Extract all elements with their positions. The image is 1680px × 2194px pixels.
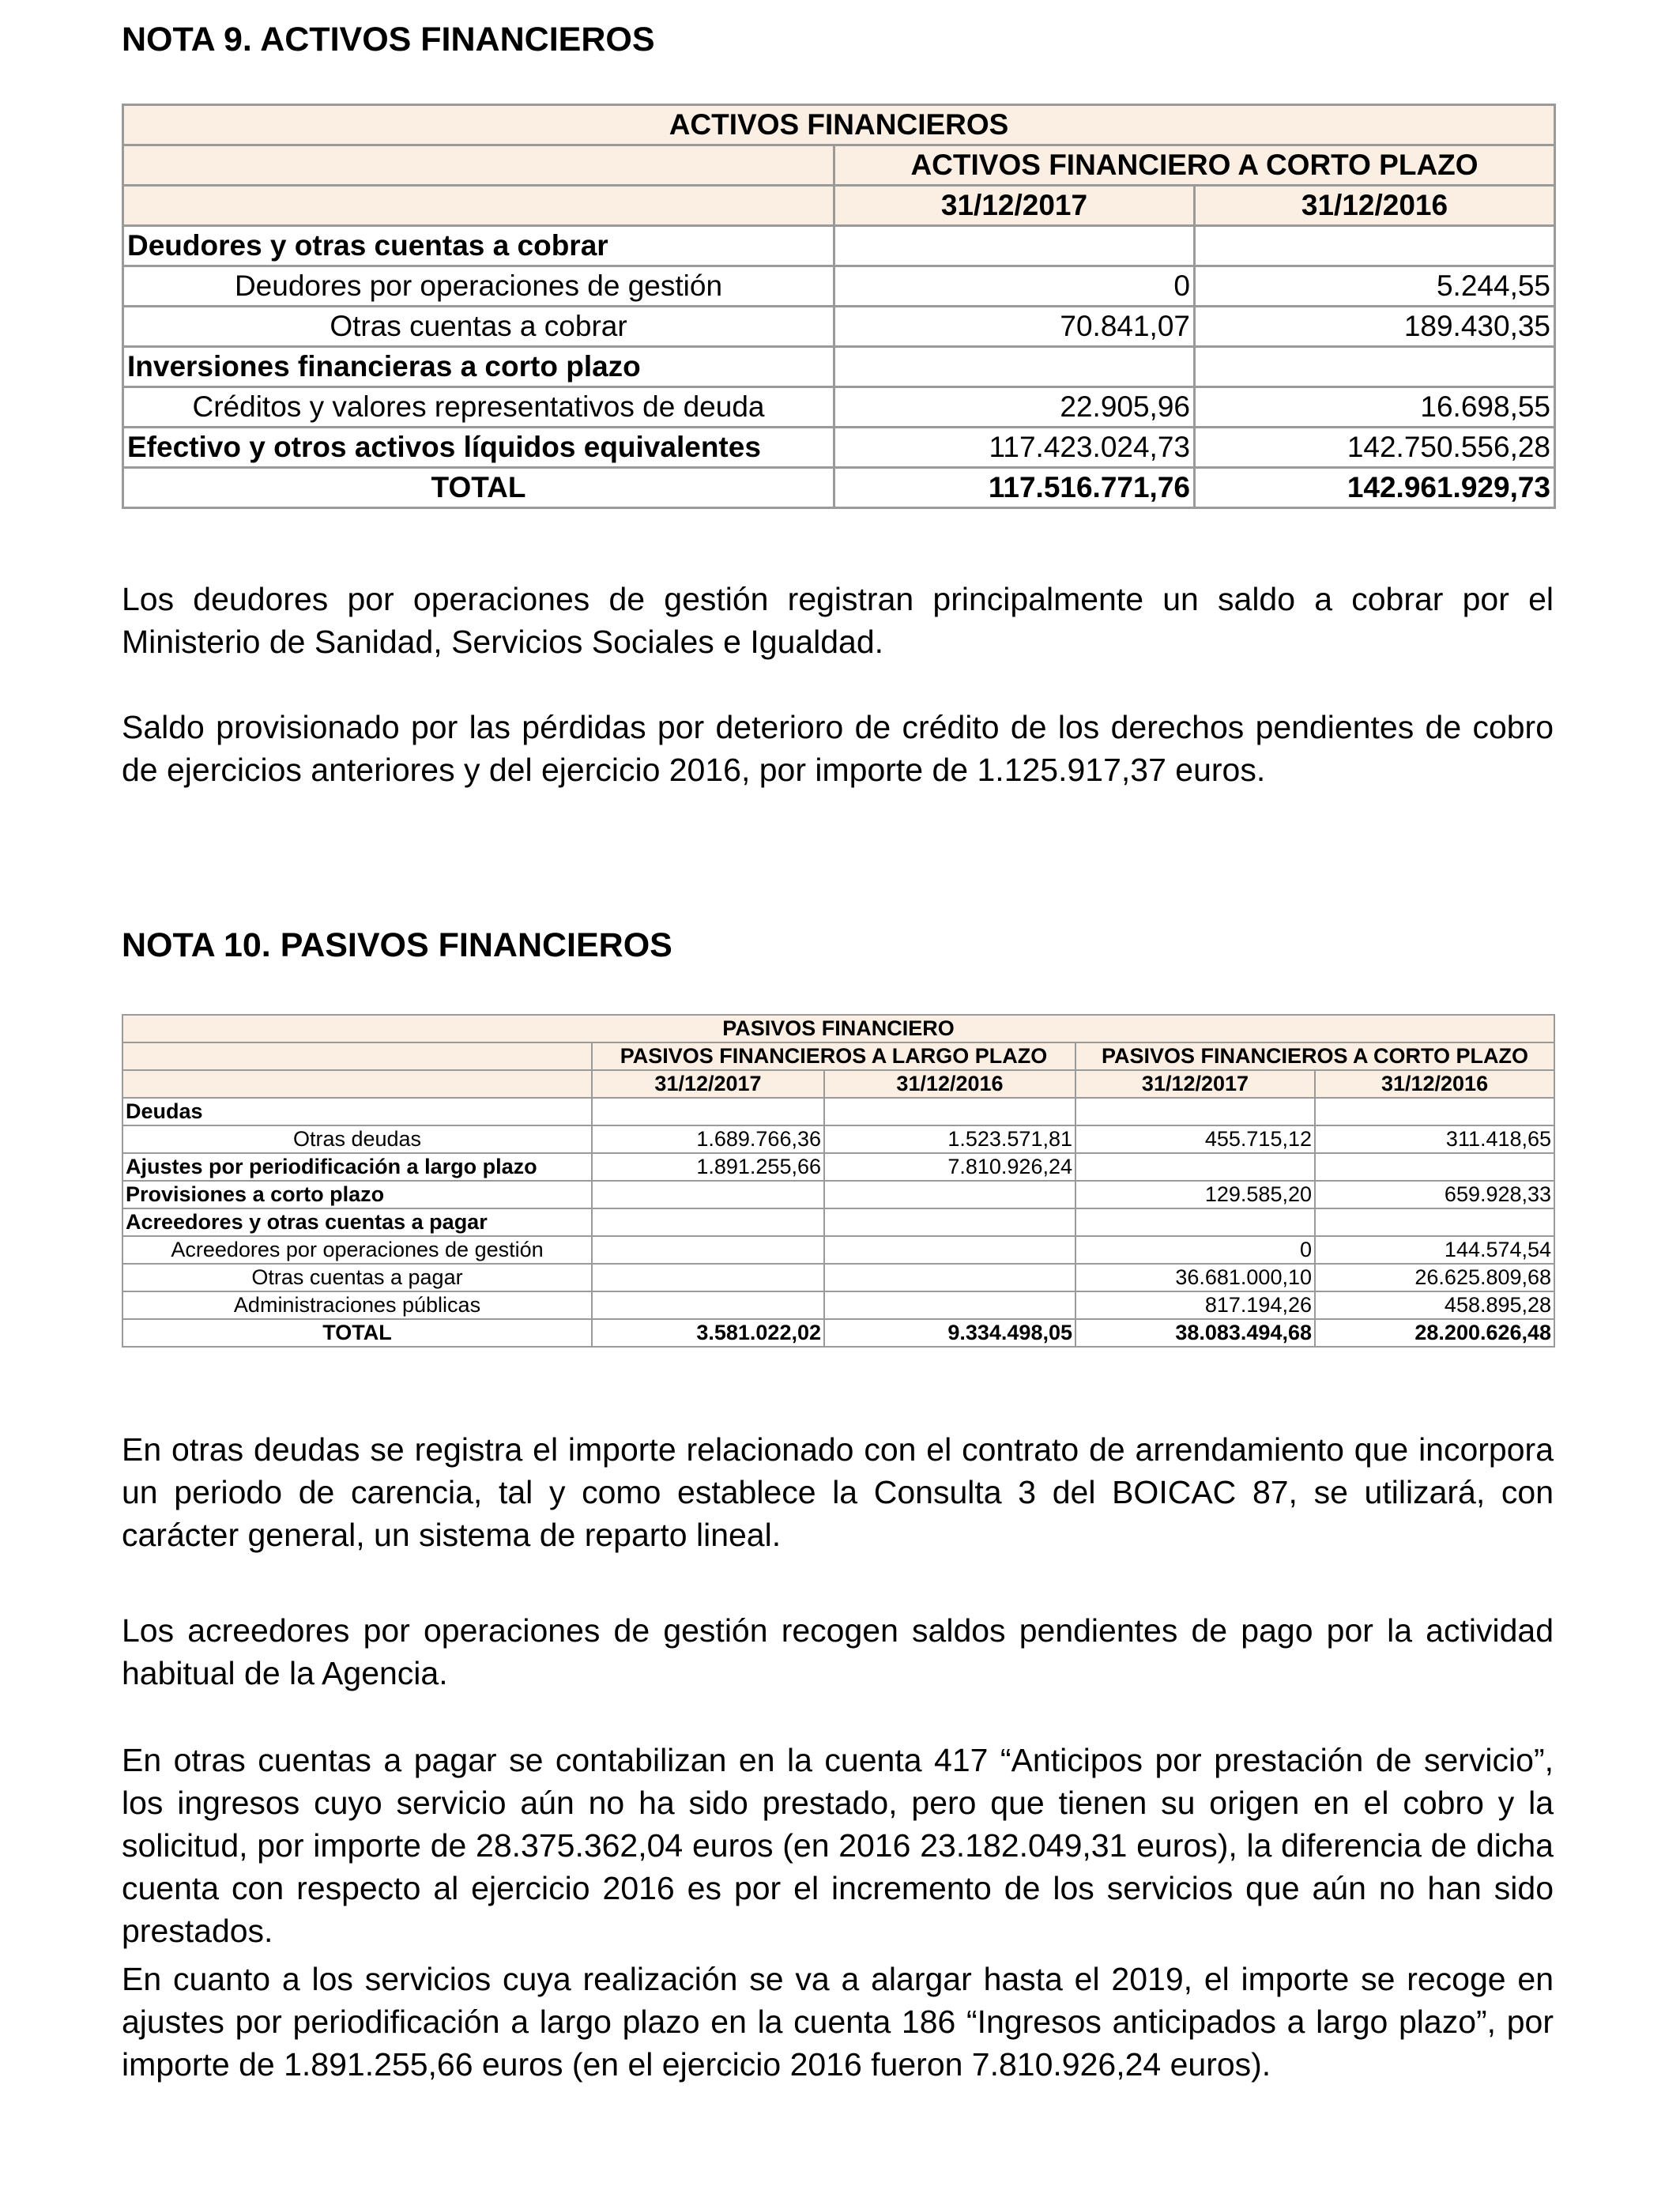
table-row-total: TOTAL 3.581.022,02 9.334.498,05 38.083.494,68 28.200.626,48 [122,1319,1554,1347]
table-row: Otras cuentas a pagar 36.681.000,10 26.625.809,68 [122,1264,1554,1291]
group-header-largo-plazo: PASIVOS FINANCIEROS A LARGO PLAZO [592,1042,1075,1070]
nota10-paragraph-3: En otras cuentas a pagar se contabilizan en la cuenta 417 “Anticipos por prestación de servicio”, los ingresos cuyo servicio aún no ha sido prestado, pero que tienen su origen en el cobro y la solicitud, por importe de 28.375.362,04 euros (en 2016 23.182.049,31 euros), la diferencia de dicha cuenta con respecto al ejercicio 2016 es por el incremento de los servicios que aún no han sido prestados. [122,1742,1554,1949]
col-header-2016: 31/12/2016 [1195,186,1555,226]
table-row: Deudores y otras cuentas a cobrar [123,226,1555,266]
table-row: Acreedores por operaciones de gestión 0 144.574,54 [122,1236,1554,1264]
nota9-paragraph-1: Los deudores por operaciones de gestión registran principalmente un saldo a cobrar por el Ministerio de Sanidad, Servicios Sociales e Igualdad. [122,581,1554,660]
table-row: Inversiones financieras a corto plazo [123,347,1555,387]
col-header: 31/12/2017 [592,1070,824,1098]
table-row: Provisiones a corto plazo 129.585,20 659.928,33 [122,1181,1554,1208]
nota10-paragraph-1: En otras deudas se registra el importe relacionado con el contrato de arrendamiento que incorpora un periodo de carencia, tal y como establece la Consulta 3 del BOICAC 87, se utilizará, con carácter general, un sistema de reparto lineal. [122,1431,1554,1553]
col-header: 31/12/2016 [824,1070,1075,1098]
table-subheader: ACTIVOS FINANCIERO A CORTO PLAZO [834,145,1555,186]
table-row: Ajustes por periodificación a largo plazo 1.891.255,66 7.810.926,24 [122,1153,1554,1181]
nota9-title: NOTA 9. ACTIVOS FINANCIEROS [122,21,655,58]
col-header-2017: 31/12/2017 [834,186,1195,226]
table-row: Deudas [122,1098,1554,1125]
table-row: Acreedores y otras cuentas a pagar [122,1208,1554,1236]
nota10-paragraph-4: En cuanto a los servicios cuya realización se va a alargar hasta el 2019, el importe se recoge en ajustes por periodificación a largo plazo en la cuenta 186 “Ingresos anticipados a largo plazo”, por importe de 1.891.255,66 euros (en el ejercicio 2016 fueron 7.810.926,24 euros). [122,1961,1554,2083]
table-row: Administraciones públicas 817.194,26 458.895,28 [122,1291,1554,1319]
table-row: Efectivo y otros activos líquidos equivalentes 117.423.024,73 142.750.556,28 [123,428,1555,468]
pasivos-financieros-table [122,1014,1555,1348]
table-row: Deudores por operaciones de gestión 0 5.244,55 [123,266,1555,307]
nota10-paragraph-2: Los acreedores por operaciones de gestión recogen saldos pendientes de pago por la actividad habitual de la Agencia. [122,1612,1554,1691]
col-header: 31/12/2016 [1315,1070,1554,1098]
table-row: Créditos y valores representativos de deuda 22.905,96 16.698,55 [123,387,1555,428]
table-row: Otras cuentas a cobrar 70.841,07 189.430,35 [123,307,1555,347]
table-row-total: TOTAL 117.516.771,76 142.961.929,73 [123,468,1555,508]
group-header-corto-plazo: PASIVOS FINANCIEROS A CORTO PLAZO [1075,1042,1554,1070]
col-header: 31/12/2017 [1075,1070,1315,1098]
table-header: ACTIVOS FINANCIEROS [123,105,1555,145]
table-row: Otras deudas 1.689.766,36 1.523.571,81 455.715,12 311.418,65 [122,1125,1554,1153]
nota9-paragraph-2: Saldo provisionado por las pérdidas por deterioro de crédito de los derechos pendientes de cobro de ejercicios anteriores y del ejercicio 2016, por importe de 1.125.917,37 euros. [122,709,1554,788]
nota10-title: NOTA 10. PASIVOS FINANCIEROS [122,926,672,964]
table-header: PASIVOS FINANCIERO [122,1015,1554,1042]
activos-financieros-table [122,104,1556,509]
